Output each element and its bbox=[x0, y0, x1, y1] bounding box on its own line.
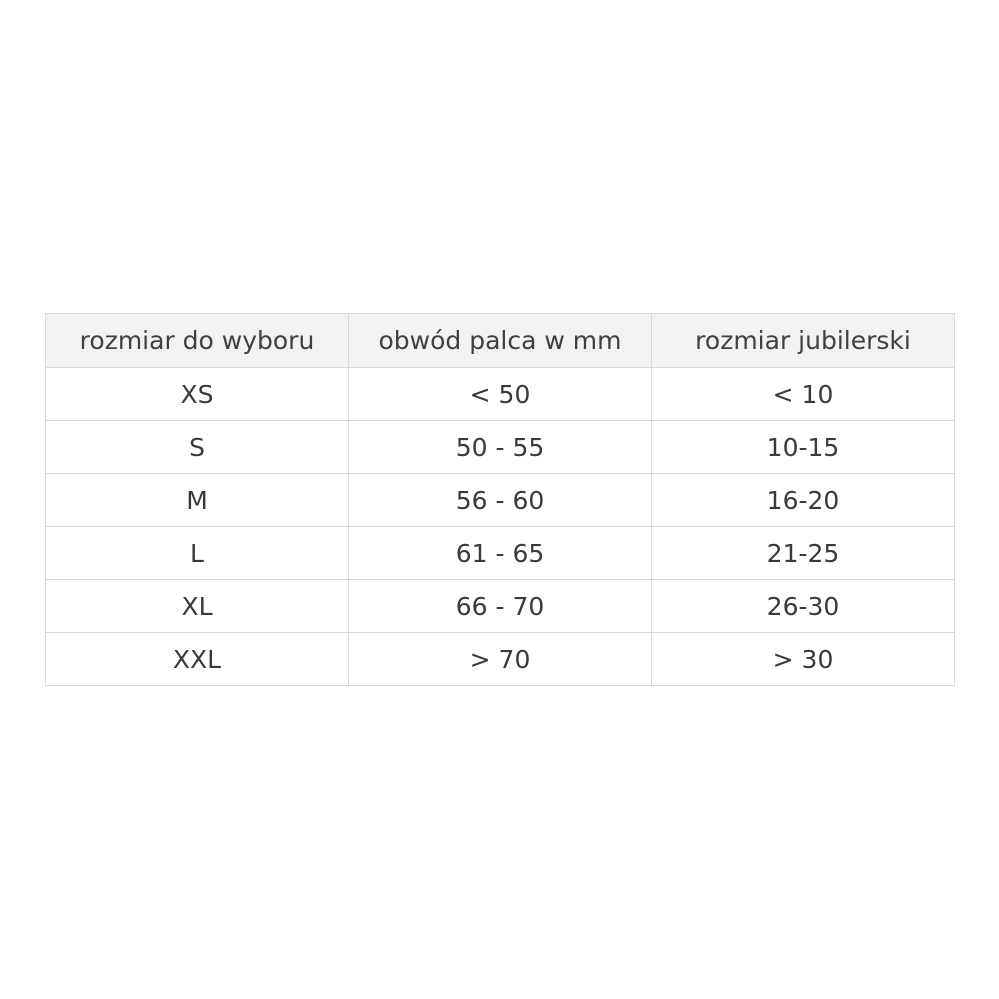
table-header bbox=[46, 314, 955, 368]
table-row bbox=[46, 633, 955, 686]
cell-size-choice: XS bbox=[46, 368, 349, 421]
table-row bbox=[46, 421, 955, 474]
cell-size-choice: XXL bbox=[46, 633, 349, 686]
cell-size-choice: S bbox=[46, 421, 349, 474]
cell-finger-circumference: 56 - 60 bbox=[349, 474, 652, 527]
cell-jeweler-size: > 30 bbox=[652, 633, 955, 686]
header-row bbox=[46, 314, 955, 368]
table-body bbox=[46, 368, 955, 686]
table-row bbox=[46, 474, 955, 527]
cell-jeweler-size: 10-15 bbox=[652, 421, 955, 474]
cell-jeweler-size: 26-30 bbox=[652, 580, 955, 633]
cell-size-choice: L bbox=[46, 527, 349, 580]
header-cell-finger-circumference: obwód palca w mm bbox=[349, 314, 652, 368]
table-row bbox=[46, 368, 955, 421]
cell-jeweler-size: 21-25 bbox=[652, 527, 955, 580]
size-table bbox=[45, 313, 955, 686]
cell-finger-circumference: < 50 bbox=[349, 368, 652, 421]
cell-finger-circumference: 50 - 55 bbox=[349, 421, 652, 474]
cell-size-choice: M bbox=[46, 474, 349, 527]
cell-finger-circumference: 61 - 65 bbox=[349, 527, 652, 580]
header-cell-size-choice: rozmiar do wyboru bbox=[46, 314, 349, 368]
cell-finger-circumference: > 70 bbox=[349, 633, 652, 686]
table-row bbox=[46, 580, 955, 633]
cell-finger-circumference: 66 - 70 bbox=[349, 580, 652, 633]
header-cell-jeweler-size: rozmiar jubilerski bbox=[652, 314, 955, 368]
cell-jeweler-size: < 10 bbox=[652, 368, 955, 421]
cell-jeweler-size: 16-20 bbox=[652, 474, 955, 527]
table-row bbox=[46, 527, 955, 580]
cell-size-choice: XL bbox=[46, 580, 349, 633]
